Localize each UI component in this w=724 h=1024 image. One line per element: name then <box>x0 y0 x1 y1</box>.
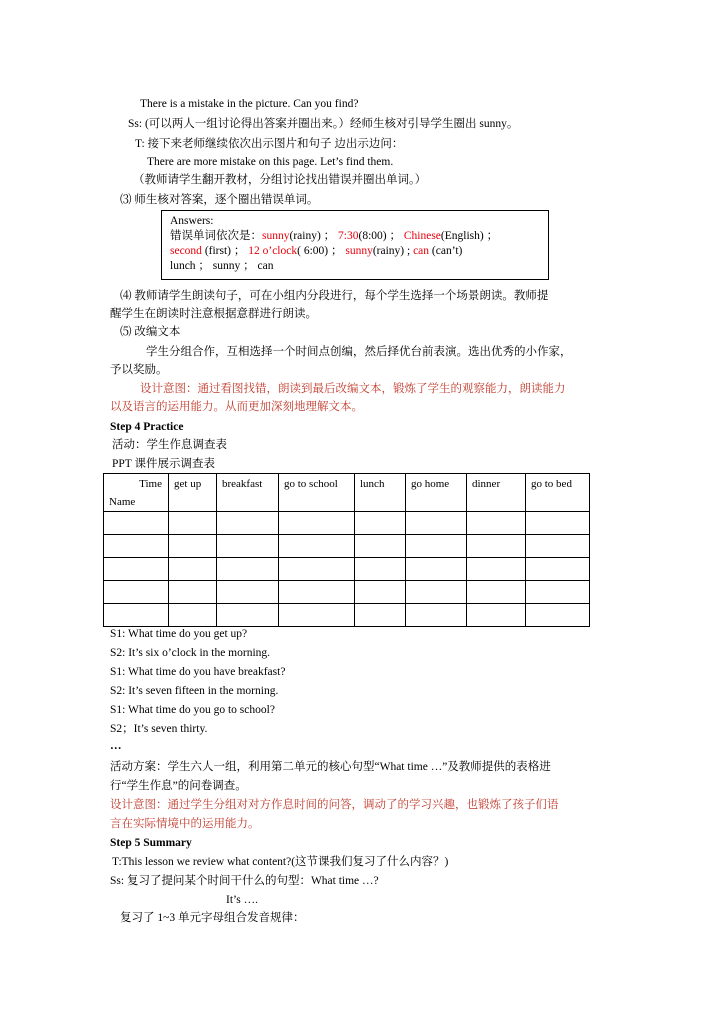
text-line: PPT 课件展示调查表 <box>112 458 215 470</box>
table-corner-cell <box>104 474 169 512</box>
text-line: ⑷ 教师请学生朗读句子，可在小组内分段进行，每个学生选择一个场景朗读。教师提 <box>120 290 549 302</box>
answers-row: lunch ； sunny ； can <box>170 260 274 272</box>
dialogue-line: S1: What time do you go to school? <box>110 704 275 716</box>
text-line: ⑸ 改编文本 <box>120 326 181 338</box>
dialogue-line: S2: It’s six o’clock in the morning. <box>110 647 271 659</box>
column-header: go to bed <box>526 474 590 512</box>
text-line: 醒学生在朗读时注意根据意群进行朗读。 <box>110 308 317 320</box>
ellipsis: … <box>110 740 122 752</box>
corner-time-label: Time <box>139 478 162 490</box>
dialogue-line: S2；It’s seven thirty. <box>110 723 208 735</box>
text-line: There is a mistake in the picture. Can you find? <box>140 98 359 110</box>
text-line: 活动：学生作息调查表 <box>112 439 227 451</box>
table-header-row <box>104 474 590 512</box>
dialogue-line: S2: It’s seven fifteen in the morning. <box>110 685 279 697</box>
text-line: 予以奖励。 <box>110 364 168 376</box>
design-intent: 言在实际情境中的运用能力。 <box>110 818 260 830</box>
design-intent: 设计意图：通过看图找错，朗读到最后改编文本，锻炼了学生的观察能力，朗读能力 <box>140 383 566 395</box>
text-line: 复习了 1~3 单元字母组合发音规律： <box>120 912 305 924</box>
text-line: T:This lesson we review what content?(这节课我们复习了什么内容？) <box>112 856 449 868</box>
text-line: ⑶ 师生核对答案，逐个圈出错误单词。 <box>120 194 319 206</box>
table-row <box>104 604 590 627</box>
answers-row: 错误单词依次是：sunny(rainy) ； 7:30(8:00) ； Chinese(English) ； <box>170 230 499 242</box>
text-line: There are more mistake on this page. Let’s find them. <box>147 156 394 168</box>
survey-table <box>103 473 590 627</box>
table-row <box>104 558 590 581</box>
table-row <box>104 535 590 558</box>
corner-name-label: Name <box>109 496 136 508</box>
text-line: Ss: (可以两人一组讨论得出答案并圈出来。）经师生核对引导学生圈出 sunny。 <box>128 118 519 130</box>
text-line: 行“学生作息”的问卷调查。 <box>110 780 247 792</box>
step-heading: Step 4 Practice <box>110 421 184 433</box>
text-line: （教师请学生翻开教材，分组讨论找出错误并圈出单词。） <box>133 174 427 186</box>
answers-row: second (first) ； 12 o’clock( 6:00) ； sunny(rainy) ; can (can’t) <box>170 245 463 257</box>
table-row <box>104 512 590 535</box>
dialogue-line: S1: What time do you have breakfast? <box>110 666 286 678</box>
design-intent: 设计意图：通过学生分组对对方作息时间的问答，调动了的学习兴趣，也锻炼了孩子们语 <box>110 799 559 811</box>
answers-title: Answers: <box>170 215 214 227</box>
column-header: go to school <box>279 474 355 512</box>
column-header: lunch <box>355 474 406 512</box>
column-header: get up <box>169 474 217 512</box>
text-line: 学生分组合作，互相选择一个时间点创编，然后择优台前表演。选出优秀的小作家， <box>146 346 572 358</box>
table-row <box>104 581 590 604</box>
text-line: Ss: 复习了提问某个时间干什么的句型：What time …? <box>110 875 379 887</box>
column-header: go home <box>406 474 467 512</box>
dialogue-line: S1: What time do you get up? <box>110 628 248 640</box>
text-line: It’s …. <box>226 894 258 906</box>
text-line: T: 接下来老师继续依次出示图片和句子 边出示边问： <box>135 138 404 150</box>
text-line: 活动方案：学生六人一组，利用第二单元的核心句型“What time …”及教师提供的表格进 <box>110 761 551 773</box>
step-heading: Step 5 Summary <box>110 837 192 849</box>
column-header: dinner <box>467 474 526 512</box>
column-header: breakfast <box>217 474 279 512</box>
design-intent: 以及语言的运用能力。从而更加深刻地理解文本。 <box>110 401 363 413</box>
answers-box <box>161 210 549 280</box>
